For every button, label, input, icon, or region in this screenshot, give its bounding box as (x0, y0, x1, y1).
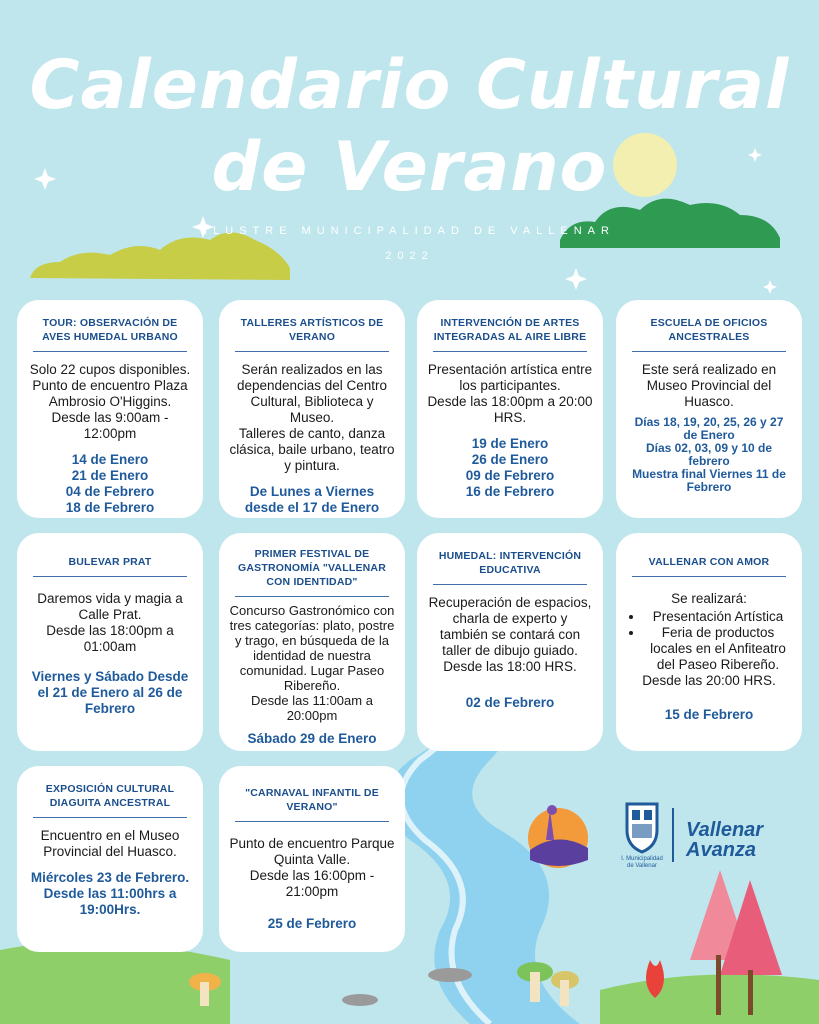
brand-name-line1: Vallenar (686, 819, 764, 841)
event-title: TALLERES ARTÍSTICOS DE VERANO (240, 317, 384, 343)
event-dates: 14 de Enero 21 de Enero 04 de Febrero 18 de Febrero (65, 452, 155, 515)
divider (632, 351, 786, 352)
event-description: Presentación artística entre los participantes. Desde las 18:00pm a 20:00 HRS. (427, 362, 593, 425)
event-dates: Sábado 29 de Enero (247, 731, 377, 746)
event-card-aves (17, 300, 203, 518)
event-description: Recuperación de espacios, charla de experto y también se contará con taller de dibujo guiado. Desde las 18:00 HRS. (428, 595, 592, 674)
divider (433, 584, 587, 585)
event-card-oficios (616, 300, 802, 518)
municipal-name-line1: I. Municipalidad (621, 856, 663, 862)
event-description: Encuentro en el Museo Provincial del Huasco. (40, 828, 180, 859)
subtitle-organization: ILUSTRE MUNICIPALIDAD DE VALLENAR (204, 225, 615, 237)
cultural-logo-icon (528, 805, 588, 868)
event-dates: Miércoles 23 de Febrero. Desde las 11:00hrs a 19:00Hrs. (30, 870, 190, 917)
event-dates: 25 de Febrero (267, 916, 357, 931)
event-title: EXPOSICIÓN CULTURAL DIAGUITA ANCESTRAL (45, 783, 175, 809)
event-dates: 02 de Febrero (465, 695, 555, 710)
event-title: INTERVENCIÓN DE ARTES INTEGRADAS AL AIRE LIBRE (433, 317, 587, 343)
divider (235, 821, 389, 822)
event-title: ESCUELA DE OFICIOS ANCESTRALES (650, 317, 768, 343)
event-title: PRIMER FESTIVAL DE GASTRONOMÍA "VALLENAR CON IDENTIDAD" (237, 548, 386, 588)
municipal-shield-icon (627, 804, 657, 852)
event-card-humedal (417, 533, 603, 751)
divider (33, 576, 187, 577)
divider (632, 576, 786, 577)
sponsor-logos (520, 800, 790, 870)
event-description: Se realizará: • Presentación Artística • Feria de productos locales en el Anfiteatro del Paseo Ribereño. Desde las 20:00 HRS. (626, 591, 792, 689)
event-dates: De Lunes a Viernes desde el 17 de Enero (244, 484, 380, 515)
event-bullets: • Presentación Artística • Feria de productos locales en el Anfiteatro del Paseo Ribereño. (626, 609, 792, 673)
brand-name-line2: Avanza (686, 839, 757, 861)
event-description: Este será realizado en Museo Provincial del Huasco. (641, 362, 777, 409)
divider (235, 596, 389, 597)
event-card-talleres (219, 300, 405, 518)
municipal-name-line2: de Vallenar (627, 863, 657, 869)
event-card-diaguita (17, 766, 203, 952)
event-dates: 19 de Enero 26 de Enero 09 de Febrero 16 de Febrero (465, 436, 555, 499)
event-description: Concurso Gastronómico con tres categorías: plato, postre y trago, en búsqueda de la identidad de nuestra comunidad. Lugar Paseo Ribereño. Desde las 11:00am a 20:00pm (229, 603, 395, 723)
divider (235, 351, 389, 352)
page-title-line2: de Verano (211, 128, 608, 207)
event-title: TOUR: OBSERVACIÓN DE AVES HUMEDAL URBANO (42, 317, 178, 343)
event-dates: Viernes y Sábado Desde el 21 de Enero al 26 de Febrero (31, 669, 189, 716)
divider (433, 351, 587, 352)
event-card-vallenar-con-amor (616, 533, 802, 751)
event-dates: 15 de Febrero (664, 707, 754, 722)
divider (33, 817, 187, 818)
event-title: HUMEDAL: INTERVENCIÓN EDUCATIVA (438, 550, 582, 576)
divider (33, 351, 187, 352)
event-title: "CARNAVAL INFANTIL DE VERANO" (245, 787, 379, 813)
event-card-artes-integradas (417, 300, 603, 518)
event-description: Serán realizados en las dependencias del Centro Cultural, Biblioteca y Museo. Talleres de canto, danza clásica, baile urbano, teatro y pintura. (229, 362, 395, 473)
event-card-bulevar (17, 533, 203, 751)
event-dates: Días 18, 19, 20, 25, 26 y 27 de Enero Días 02, 03, 09 y 10 de febrero Muestra final Viernes 11 de Febrero (632, 415, 786, 494)
event-description: Solo 22 cupos disponibles. Punto de encuentro Plaza Ambrosio O'Higgins. Desde las 9:00am - 12:00pm (29, 362, 191, 441)
subtitle-year: 2022 (385, 250, 434, 262)
event-card-gastronomia (219, 533, 405, 751)
event-description: Daremos vida y magia a Calle Prat. Desde las 18:00pm a 01:00am (37, 591, 183, 654)
event-title: BULEVAR PRAT (68, 556, 152, 568)
event-description: Punto de encuentro Parque Quinta Valle. Desde las 16:00pm - 21:00pm (229, 836, 395, 899)
page-title-line1: Calendario Cultural (29, 46, 790, 125)
event-title: VALLENAR CON AMOR (648, 556, 770, 568)
event-card-carnaval (219, 766, 405, 952)
